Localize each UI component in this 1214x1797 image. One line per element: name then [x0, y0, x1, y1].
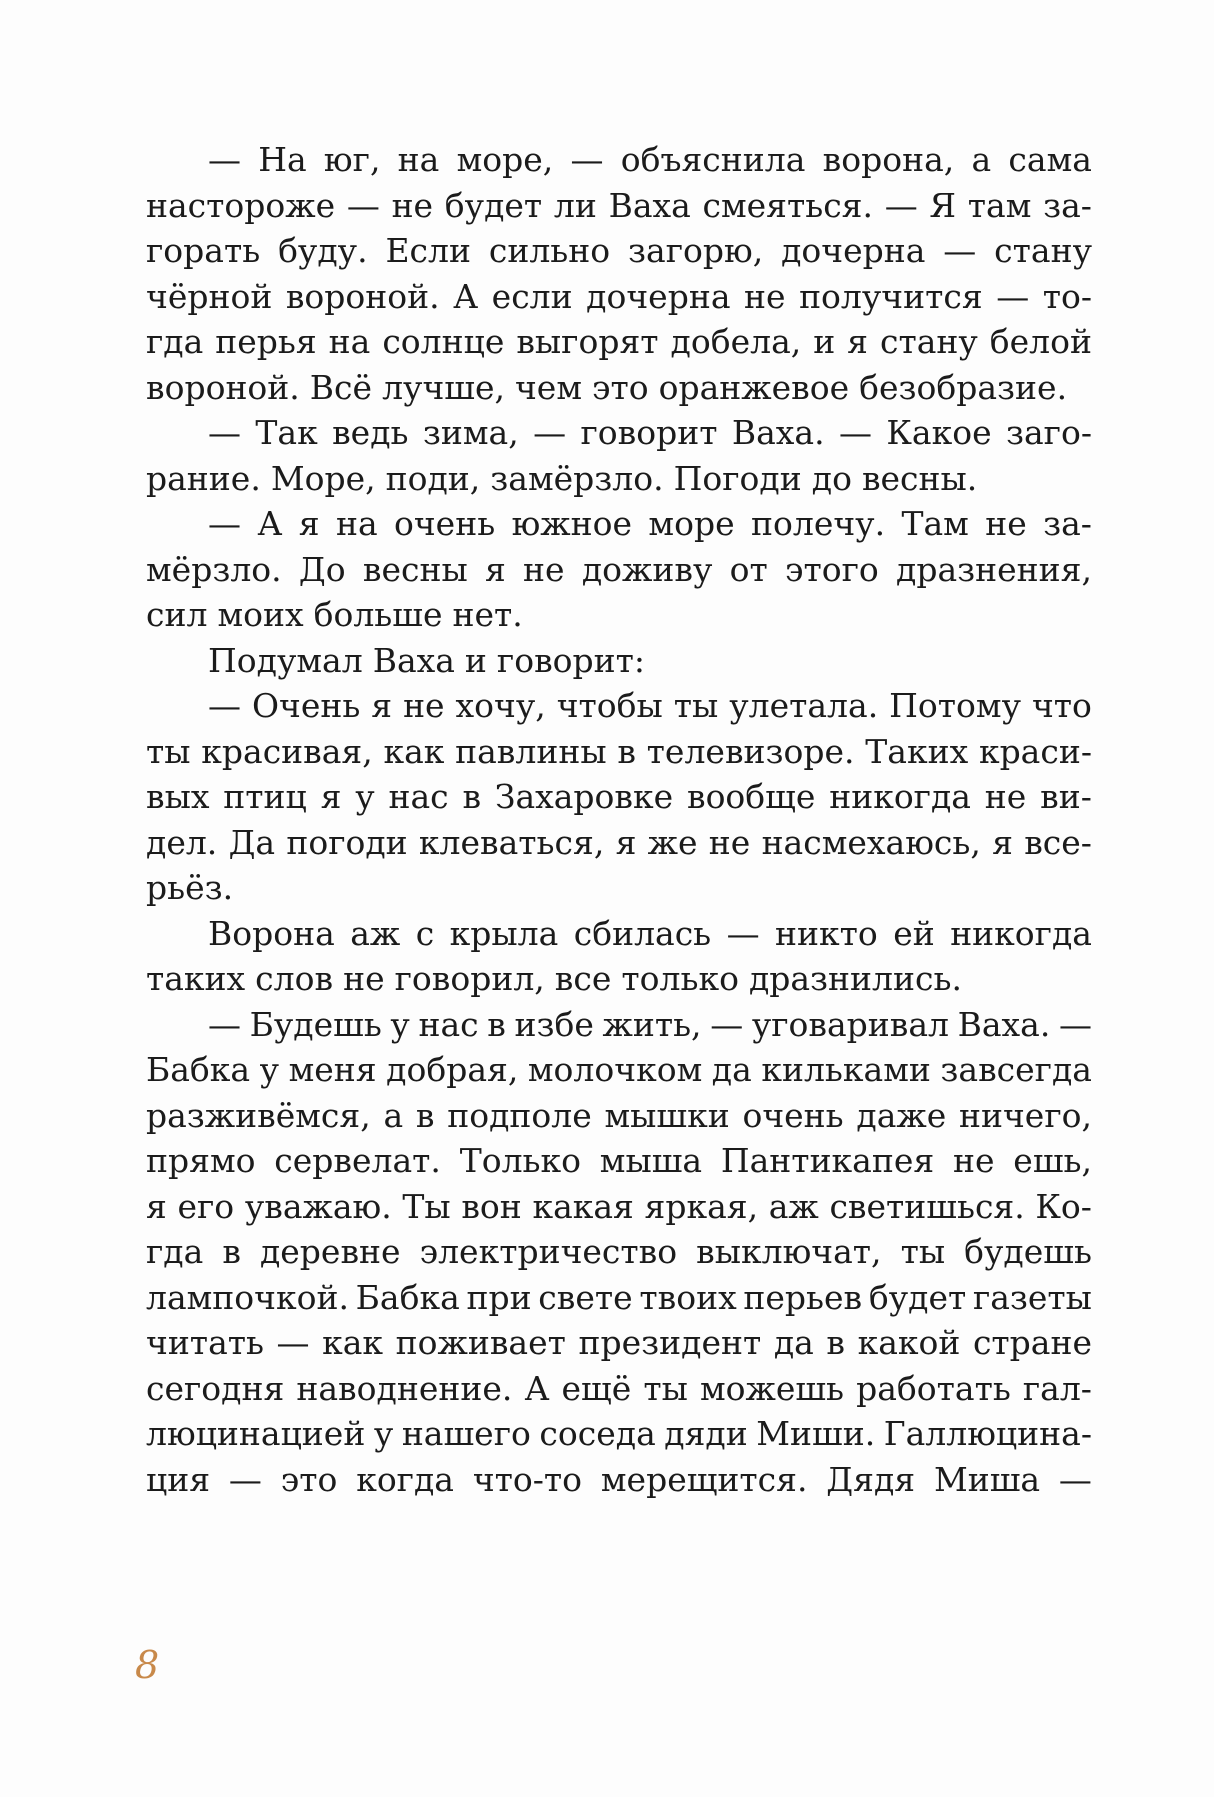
word: а — [383, 1095, 404, 1135]
word: стану — [879, 322, 978, 361]
word: рьёз. — [146, 868, 234, 907]
word: дочерна — [781, 231, 926, 270]
word: клеваться, — [418, 822, 605, 862]
word: получится — [799, 276, 983, 316]
word: за- — [1043, 504, 1092, 543]
word: вороной. — [146, 367, 300, 407]
word: лучше, — [382, 367, 505, 407]
word: аж — [768, 1186, 819, 1226]
word: красивая, — [201, 731, 373, 771]
word: не — [744, 276, 786, 316]
text-line — [146, 365, 1092, 411]
word: все- — [1024, 822, 1092, 862]
word: яркая, — [644, 1186, 759, 1226]
word: поживает — [395, 1323, 566, 1362]
word: вон — [461, 1186, 522, 1226]
word: говорит — [580, 413, 718, 452]
text-line — [146, 1275, 1092, 1321]
word: сбилась — [573, 913, 712, 953]
word: все — [554, 959, 612, 998]
text-line — [146, 956, 1092, 1002]
word: добела, — [670, 322, 802, 361]
word: ты — [673, 686, 719, 725]
word: да — [773, 1323, 814, 1362]
text-line — [146, 410, 1092, 456]
word: только — [621, 959, 739, 998]
word: дяди — [664, 1414, 748, 1453]
word: очень — [742, 1095, 844, 1135]
word: Так — [255, 413, 318, 452]
word: за- — [1043, 185, 1092, 225]
word: Да — [228, 822, 276, 862]
word: — — [710, 1004, 744, 1044]
word: будет — [444, 185, 543, 225]
word: А — [257, 504, 283, 543]
word: ешь, — [1013, 1141, 1092, 1180]
word: полечу. — [751, 504, 886, 543]
word: в — [462, 777, 482, 816]
word: сил — [146, 595, 208, 634]
word: же — [647, 822, 698, 862]
word: в — [487, 1004, 506, 1044]
word: краси- — [978, 731, 1092, 771]
word: какой — [857, 1323, 961, 1362]
word: — — [228, 1459, 262, 1499]
word: меня — [288, 1050, 377, 1089]
word: стране — [972, 1323, 1092, 1362]
word: я — [371, 686, 393, 725]
word: павлины — [455, 731, 607, 771]
word: если — [491, 276, 573, 316]
word: весны — [362, 549, 468, 589]
word: Галлюцина- — [883, 1414, 1092, 1453]
word: у — [373, 1414, 394, 1453]
word: Очень — [251, 686, 361, 725]
text-line — [146, 456, 1092, 502]
word: не — [523, 549, 565, 589]
word: крыла — [449, 913, 559, 953]
word: при — [466, 1277, 532, 1317]
word: я — [847, 322, 868, 361]
word: оранжевое — [658, 367, 850, 407]
word: ещё — [561, 1368, 632, 1408]
word: мышки — [604, 1095, 730, 1135]
word: Я — [929, 185, 957, 225]
word: ты — [643, 1368, 688, 1408]
text-line — [146, 1002, 1092, 1048]
word: уважаю. — [244, 1186, 392, 1226]
word: я — [484, 549, 506, 589]
word: люцинацией — [146, 1414, 366, 1453]
word: — — [726, 913, 760, 953]
word: мыша — [599, 1141, 703, 1180]
text-line — [146, 501, 1092, 547]
word: вообще — [686, 777, 816, 816]
word: работать — [856, 1368, 1011, 1408]
text-line — [146, 1047, 1092, 1093]
word: — — [208, 140, 241, 179]
body-text — [146, 137, 1092, 1502]
word: сильно — [488, 231, 611, 270]
text-line — [146, 638, 1092, 684]
word: как — [322, 1323, 384, 1362]
word: безобразие. — [859, 367, 1068, 407]
text-line — [146, 911, 1092, 957]
word: никогда — [829, 777, 971, 816]
word: Всё — [309, 367, 373, 407]
word: дочерна — [586, 276, 731, 316]
word: Будешь — [249, 1004, 382, 1044]
word: сервелат. — [274, 1141, 441, 1180]
word: а — [971, 140, 992, 179]
word: Ваха — [608, 185, 691, 225]
word: насмехаюсь, — [761, 822, 981, 862]
word: ты — [146, 731, 191, 771]
word: Какое — [886, 413, 992, 452]
word: Только — [459, 1141, 581, 1180]
word: очень — [394, 504, 496, 543]
word: никогда — [950, 913, 1092, 953]
word: гда — [146, 322, 204, 361]
word: не — [984, 777, 1027, 816]
word: я — [992, 822, 1013, 862]
word: электричество — [419, 1232, 678, 1271]
word: стану — [994, 231, 1092, 270]
word: — — [276, 1323, 310, 1362]
word: Подумал — [208, 640, 363, 680]
word: что-то — [472, 1459, 583, 1499]
word: — — [838, 413, 872, 452]
word: А — [524, 1368, 550, 1408]
word: — — [208, 686, 241, 725]
text-line — [146, 820, 1092, 866]
word: доживу — [581, 549, 713, 589]
word: Миши. — [756, 1414, 876, 1453]
word: у — [355, 777, 375, 816]
word: На — [258, 140, 307, 179]
word: — — [208, 504, 241, 543]
text-line — [146, 228, 1092, 274]
word: завсегда — [940, 1050, 1092, 1089]
word: дразнения, — [896, 549, 1092, 589]
text-line — [146, 1320, 1092, 1366]
word: больше — [313, 595, 443, 634]
word: да — [711, 1050, 752, 1089]
word: Если — [385, 231, 471, 270]
word: наводнение. — [296, 1368, 513, 1408]
word: когда — [356, 1459, 454, 1499]
text-line — [146, 1138, 1092, 1184]
word: Погоди — [673, 458, 802, 498]
word: дел. — [146, 822, 218, 862]
word: говорил, — [394, 959, 545, 998]
text-line — [146, 547, 1092, 593]
word: светишься. — [829, 1186, 1025, 1226]
word: чтобы — [556, 686, 663, 725]
word: мерещится. — [600, 1459, 808, 1499]
word: — — [1058, 1459, 1092, 1499]
word: вороной. — [285, 276, 440, 316]
word: ей — [893, 913, 935, 953]
word: птиц — [223, 777, 307, 816]
word: смеяться. — [702, 185, 873, 225]
word: погоди — [286, 822, 408, 862]
word: лампочкой. — [146, 1277, 349, 1317]
text-line — [146, 1457, 1092, 1503]
word: уговаривал — [751, 1004, 949, 1044]
word: весны. — [861, 458, 978, 498]
text-line — [146, 1366, 1092, 1412]
word: чёрной — [146, 276, 273, 316]
word: буду. — [278, 231, 368, 270]
word: не — [952, 1141, 995, 1180]
word: мёрзло. — [146, 549, 282, 589]
word: телевизоре. — [646, 731, 855, 771]
word: я — [615, 822, 637, 862]
word: соседа — [539, 1414, 656, 1453]
text-line — [146, 183, 1092, 229]
word: до — [811, 458, 852, 498]
word: Ты — [402, 1186, 451, 1226]
word: южное — [511, 504, 633, 543]
word: объяснила — [620, 140, 806, 179]
word: улетала. — [729, 686, 879, 725]
word: от — [729, 549, 768, 589]
word: чем — [514, 367, 582, 407]
text-line — [146, 319, 1092, 365]
word: на — [328, 322, 371, 361]
word: Ваха. — [957, 1004, 1051, 1044]
word: — — [1058, 1004, 1092, 1044]
word: ли — [553, 185, 597, 225]
word: избе — [514, 1004, 594, 1044]
word: море, — [456, 140, 554, 179]
word: вых — [146, 777, 210, 816]
word: на — [335, 504, 378, 543]
word: в — [826, 1323, 845, 1362]
word: в — [222, 1232, 241, 1271]
text-line — [146, 683, 1092, 729]
word: — — [208, 1004, 241, 1044]
word: таких — [146, 959, 246, 998]
word: читать — [146, 1323, 264, 1362]
text-line — [146, 1229, 1092, 1275]
text-line — [146, 865, 1092, 911]
word: прямо — [146, 1141, 256, 1180]
word: что — [1031, 686, 1092, 725]
word: Бабка — [355, 1277, 460, 1317]
word: поди, — [385, 458, 481, 498]
word: — — [208, 413, 241, 452]
word: нас — [418, 1004, 479, 1044]
word: — — [996, 276, 1030, 316]
word: До — [298, 549, 346, 589]
word: выключат, — [696, 1232, 882, 1271]
word: подполе — [447, 1095, 592, 1135]
word: на — [397, 140, 440, 179]
word: будешь — [964, 1232, 1092, 1271]
word: разживёмся, — [146, 1095, 371, 1135]
word: это — [280, 1459, 338, 1499]
text-line — [146, 1184, 1092, 1230]
word: даже — [856, 1095, 947, 1135]
word: дразнились. — [748, 959, 962, 998]
word: море — [648, 504, 735, 543]
word: молочком — [527, 1050, 703, 1089]
word: Ко- — [1035, 1186, 1092, 1226]
word: его — [177, 1186, 235, 1226]
word: загорю, — [628, 231, 764, 270]
text-line — [146, 774, 1092, 820]
word: как — [383, 731, 445, 771]
text-line — [146, 137, 1092, 183]
word: какая — [532, 1186, 634, 1226]
text-line — [146, 592, 1092, 638]
word: — — [533, 413, 567, 452]
word: ворона, — [822, 140, 955, 179]
word: Море, — [270, 458, 376, 498]
word: выгорят — [516, 322, 659, 361]
text-line — [146, 1093, 1092, 1139]
word: — — [943, 231, 977, 270]
word: можешь — [699, 1368, 845, 1408]
word: не — [403, 686, 445, 725]
word: Ворона — [208, 913, 335, 953]
word: хочу, — [455, 686, 546, 725]
word: нет. — [452, 595, 523, 634]
word: нас — [388, 777, 449, 816]
word: слов — [255, 959, 334, 998]
word: Там — [901, 504, 969, 543]
page-number: 8 — [135, 1643, 160, 1687]
word: ведь — [332, 413, 409, 452]
word: — — [346, 185, 380, 225]
word: Ваха — [372, 640, 455, 680]
word: Дядя — [826, 1459, 916, 1499]
word: там — [967, 185, 1032, 225]
word: никто — [775, 913, 878, 953]
word: этого — [785, 549, 879, 589]
text-line — [146, 1411, 1092, 1457]
word: газеты — [972, 1277, 1092, 1317]
word: ви- — [1040, 777, 1092, 816]
word: гда — [146, 1232, 204, 1271]
word: перьев — [743, 1277, 863, 1317]
word: и — [464, 640, 487, 680]
word: аж — [350, 913, 401, 953]
word: белой — [989, 322, 1092, 361]
word: у — [259, 1050, 280, 1089]
word: Таких — [865, 731, 969, 771]
word: гал- — [1022, 1368, 1092, 1408]
word: не — [343, 959, 385, 998]
word: и — [813, 322, 836, 361]
word: солнце — [382, 322, 505, 361]
word: моих — [217, 595, 304, 634]
word: это — [591, 367, 649, 407]
word: заго- — [1006, 413, 1092, 452]
word: добрая, — [386, 1050, 519, 1089]
text-line — [146, 729, 1092, 775]
word: ты — [900, 1232, 946, 1271]
word: Потому — [889, 686, 1021, 725]
word: ция — [146, 1459, 211, 1499]
word: не — [985, 504, 1027, 543]
word: не — [708, 822, 751, 862]
word: рание. — [146, 458, 261, 498]
word: я — [320, 777, 342, 816]
word: замёрзло. — [490, 458, 664, 498]
word: то- — [1042, 276, 1092, 316]
word: горать — [146, 231, 261, 270]
word: сама — [1008, 140, 1092, 179]
word: деревне — [259, 1232, 401, 1271]
word: твоих — [639, 1277, 737, 1317]
word: настороже — [146, 185, 336, 225]
word: Бабка — [146, 1050, 251, 1089]
word: перья — [215, 322, 317, 361]
word: президент — [578, 1323, 762, 1362]
word: не — [391, 185, 434, 225]
word: будет — [868, 1277, 967, 1317]
word: у — [390, 1004, 410, 1044]
word: зима, — [422, 413, 519, 452]
word: я — [298, 504, 320, 543]
word: в — [415, 1095, 435, 1135]
text-line — [146, 274, 1092, 320]
word: говорит: — [496, 640, 646, 680]
word: — — [884, 185, 918, 225]
word: юг, — [323, 140, 381, 179]
word: Пантикапея — [720, 1141, 935, 1180]
word: я — [146, 1186, 167, 1226]
word: кильками — [761, 1050, 931, 1089]
word: сегодня — [146, 1368, 285, 1408]
word: жить, — [602, 1004, 702, 1044]
word: в — [617, 731, 636, 771]
word: нашего — [401, 1414, 531, 1453]
word: с — [415, 913, 435, 953]
word: Миша — [933, 1459, 1041, 1499]
word: — — [570, 140, 604, 179]
word: ничего, — [959, 1095, 1092, 1135]
word: А — [453, 276, 479, 316]
word: Захаровке — [494, 777, 674, 816]
word: свете — [538, 1277, 633, 1317]
word: Ваха. — [731, 413, 825, 452]
